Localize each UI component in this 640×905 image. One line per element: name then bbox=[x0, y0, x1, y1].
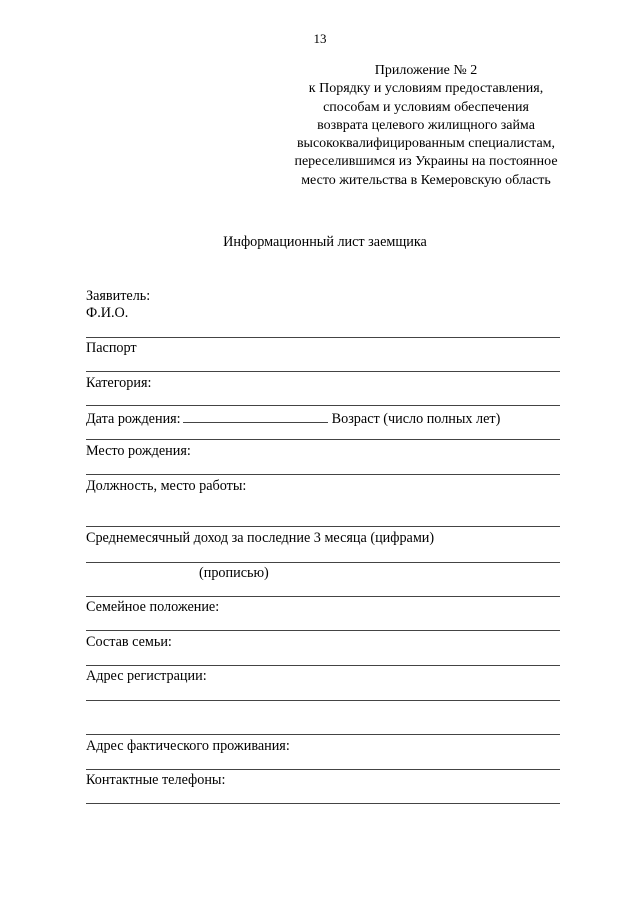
position-label: Должность, место работы: bbox=[86, 478, 247, 494]
age-field[interactable] bbox=[86, 439, 560, 440]
birth-date-label: Дата рождения: bbox=[86, 411, 181, 427]
registration-address-field[interactable] bbox=[86, 700, 560, 701]
actual-address-label: Адрес фактического проживания: bbox=[86, 738, 290, 754]
phones-label: Контактные телефоны: bbox=[86, 772, 226, 788]
page-number: 13 bbox=[313, 31, 327, 46]
passport-label: Паспорт bbox=[86, 340, 137, 356]
appendix-line: место жительства в Кемеровскую область bbox=[301, 172, 551, 188]
income-words-label: (прописью) bbox=[199, 565, 269, 581]
marital-status-field[interactable] bbox=[86, 630, 560, 631]
appendix-line: высококвалифицированным специалистам, bbox=[296, 136, 556, 152]
income-label: Среднемесячный доход за последние 3 месяца (цифрами) bbox=[86, 530, 435, 546]
registration-address-field-2[interactable] bbox=[86, 734, 560, 735]
marital-status-label: Семейное положение: bbox=[86, 599, 220, 615]
position-field[interactable] bbox=[86, 526, 560, 527]
category-label: Категория: bbox=[86, 375, 152, 391]
document-title: Информационный лист заемщика bbox=[223, 234, 427, 250]
appendix-line: переселившимся из Украины на постоянное bbox=[294, 154, 558, 170]
applicant-label: Заявитель: bbox=[86, 288, 151, 304]
appendix-line: к Порядку и условиям предоставления, bbox=[308, 81, 544, 97]
appendix-line: способам и условиям обеспечения bbox=[323, 99, 529, 115]
full-name-label: Ф.И.О. bbox=[86, 305, 129, 321]
phones-field[interactable] bbox=[86, 803, 560, 804]
category-field[interactable] bbox=[86, 405, 560, 406]
birth-place-label: Место рождения: bbox=[86, 443, 191, 459]
age-label: Возраст (число полных лет) bbox=[331, 411, 501, 427]
appendix-header bbox=[268, 62, 584, 190]
family-field[interactable] bbox=[86, 665, 560, 666]
actual-address-field[interactable] bbox=[86, 769, 560, 770]
income-words-field[interactable] bbox=[86, 596, 560, 597]
full-name-field[interactable] bbox=[86, 337, 560, 338]
income-digits-field[interactable] bbox=[86, 562, 560, 563]
registration-address-label: Адрес регистрации: bbox=[86, 668, 207, 684]
birth-date-field[interactable] bbox=[183, 409, 328, 423]
family-label: Состав семьи: bbox=[86, 634, 172, 650]
passport-field[interactable] bbox=[86, 371, 560, 372]
birth-date-row bbox=[86, 409, 500, 427]
birth-place-field[interactable] bbox=[86, 474, 560, 475]
appendix-line: возврата целевого жилищного займа bbox=[317, 117, 535, 133]
appendix-line: Приложение № 2 bbox=[374, 63, 478, 78]
